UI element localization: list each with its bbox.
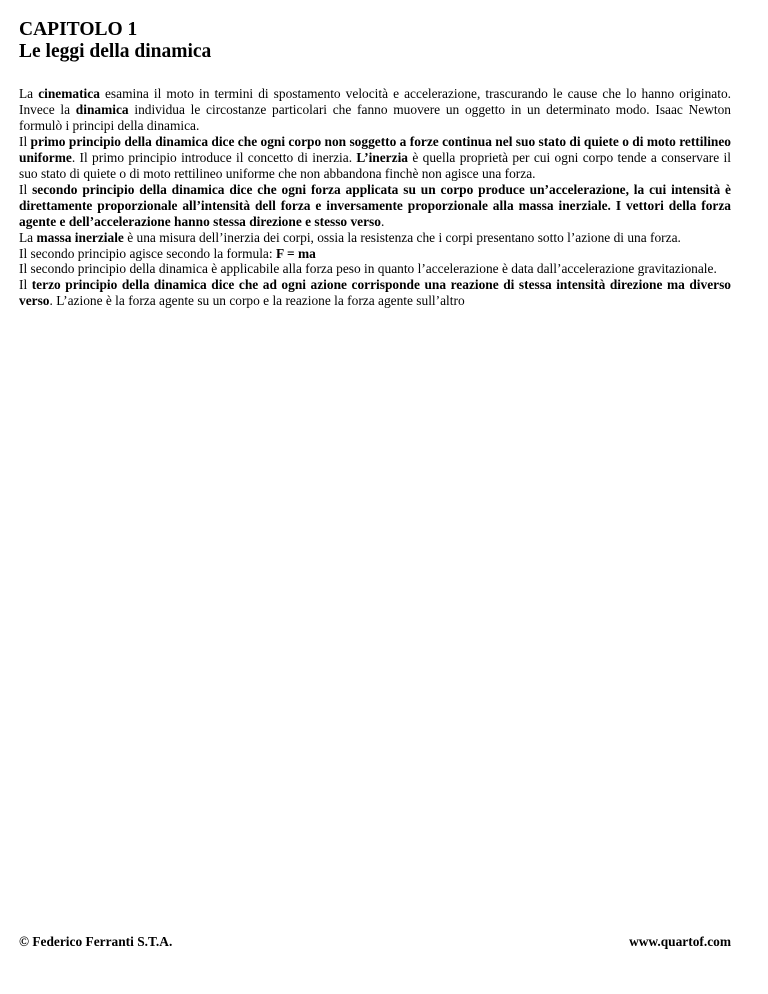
paragraph-secondo-principio xyxy=(19,182,731,230)
text-run: è una misura dell’inerzia dei corpi, ossia la resistenza che i corpi presentano sotto l’azione di una forza. xyxy=(123,229,681,245)
text-run: . xyxy=(380,213,385,229)
body-text xyxy=(19,86,731,309)
text-run: Il secondo principio della dinamica è applicabile alla forza peso in quanto l’accelerazione è data dall’accelerazione gravitazionale. xyxy=(19,261,717,277)
text-run: . Il primo principio introduce il concetto di inerzia. xyxy=(71,149,357,165)
bold-text: L’inerzia xyxy=(356,149,408,165)
text-run: Il xyxy=(19,181,33,197)
text-run: Il secondo principio agisce secondo la formula: xyxy=(19,245,276,261)
bold-text: dinamica xyxy=(75,101,129,117)
paragraph-massa-inerziale xyxy=(19,230,731,246)
paragraph-formula xyxy=(19,246,731,262)
text-run: Il xyxy=(19,277,32,293)
bold-text: F = ma xyxy=(275,245,316,261)
chapter-number: CAPITOLO 1 xyxy=(19,19,138,40)
bold-text: cinematica xyxy=(38,86,100,101)
paragraph-terzo-principio xyxy=(19,277,731,309)
bold-text: primo principio della dinamica dice che ogni corpo non soggetto a forze continua nel suo stato di quiete o di moto rettilineo uniforme xyxy=(19,133,731,165)
bold-text: terzo principio della dinamica dice che ad ogni azione corrisponde una reazione di stessa intensità direzione ma diverso verso xyxy=(19,277,731,309)
paragraph-primo-principio xyxy=(19,134,731,182)
footer-copyright: © Federico Ferranti S.T.A. xyxy=(19,934,173,949)
text-run: . L’azione è la forza agente su un corpo e la reazione la forza agente sull’altro xyxy=(49,293,465,309)
bold-text: massa inerziale xyxy=(36,229,124,245)
text-run: è quella proprietà per cui ogni corpo tende a conservare il suo stato di quiete o di moto rettilineo uniforme che non abbandona finchè non agisce una forza. xyxy=(19,149,731,181)
paragraph-forza-peso xyxy=(19,261,731,277)
text-run: esamina il moto in termini di spostamento velocità e accelerazione, trascurando le cause che lo hanno originato. Invece la xyxy=(19,86,731,117)
text-run: individua le circostanze particolari che fanno muovere un oggetto in un determinato modo. Isaac Newton formulò i principi della dinamica. xyxy=(19,101,731,133)
text-run: La xyxy=(19,86,39,101)
bold-text: secondo principio della dinamica dice che ogni forza applicata su un corpo produce un’accelerazione, la cui intensità è direttamente proporzionale all’intensità dell forza e inversamente proporzionale alla massa inerziale. I vettori della forza agente e dell’accelerazione hanno stessa direzione e stesso verso xyxy=(19,181,731,229)
footer-website: www.quartof.com xyxy=(629,934,731,949)
text-run: Il xyxy=(19,133,31,149)
chapter-heading xyxy=(19,19,211,63)
paragraph-cinematica xyxy=(19,86,731,134)
text-run: La xyxy=(19,229,37,245)
chapter-title: Le leggi della dinamica xyxy=(19,41,212,62)
